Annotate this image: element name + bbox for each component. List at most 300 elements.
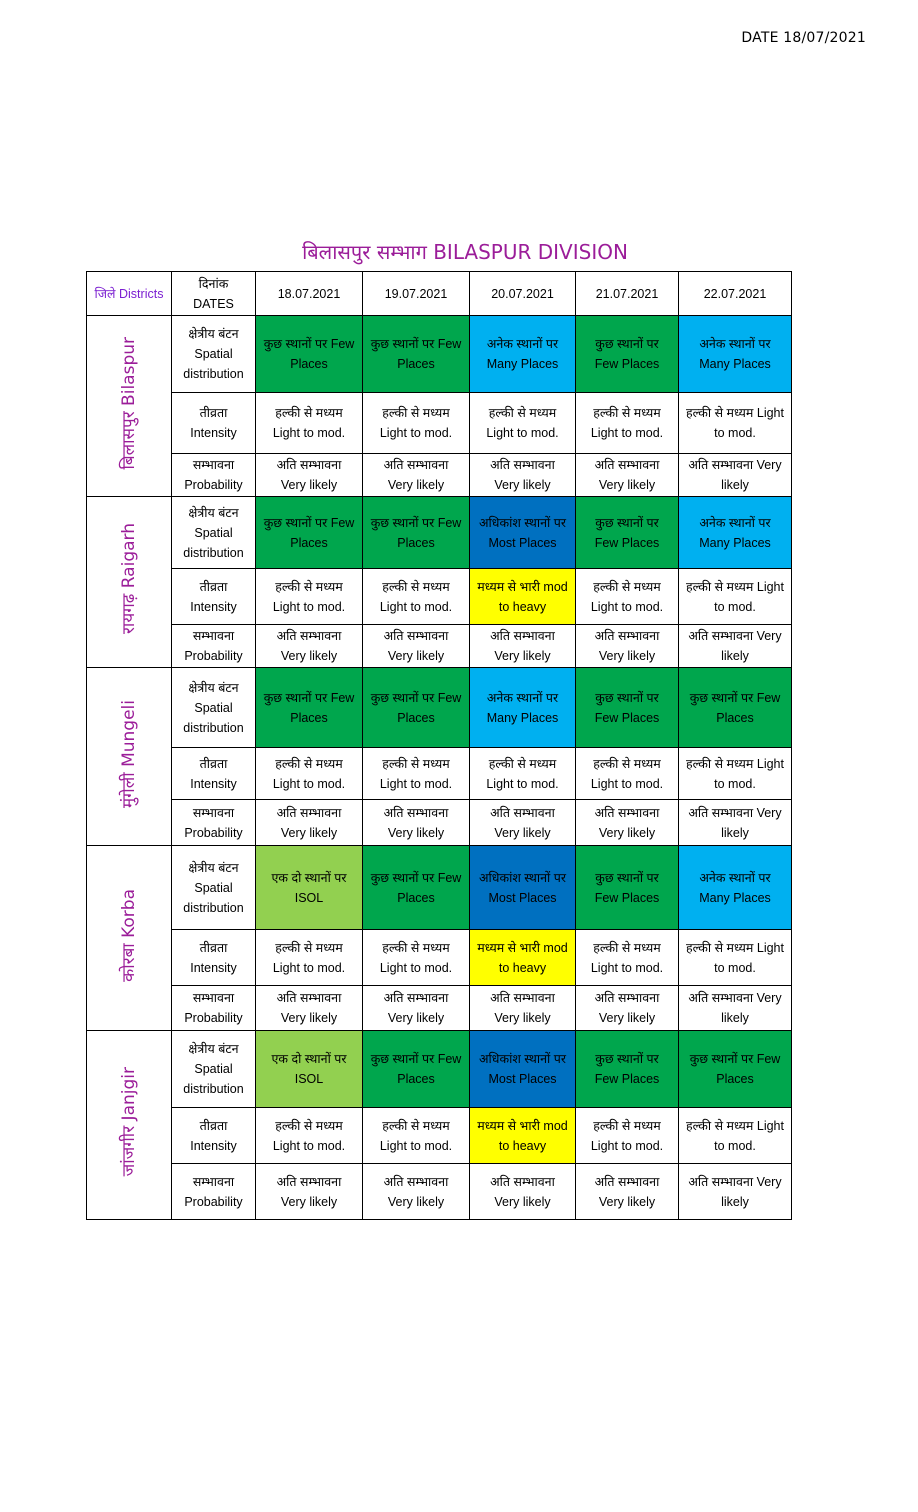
probability-cell	[576, 454, 679, 497]
intensity-cell	[363, 569, 470, 625]
intensity-cell	[363, 393, 470, 454]
intensity-cell	[576, 748, 679, 800]
probability-cell-line: Very likely	[494, 1011, 551, 1025]
probability-label-line: Probability	[184, 825, 243, 840]
probability-label	[172, 986, 256, 1031]
intensity-cell-line: हल्की से मध्यम	[275, 579, 343, 594]
header-row	[87, 272, 792, 316]
spatial-row	[87, 1031, 792, 1108]
probability-label-line: सम्भावना	[192, 458, 235, 472]
spatial-cell-line: अनेक स्थानों पर	[699, 515, 771, 530]
probability-cell	[363, 986, 470, 1031]
intensity-cell-line: हल्की से मध्यम	[382, 940, 450, 955]
intensity-cell-line: हल्की से मध्यम	[593, 1118, 661, 1133]
probability-cell-line: अति सम्भावना	[276, 458, 342, 472]
intensity-cell	[679, 1108, 792, 1164]
spatial-cell	[576, 497, 679, 569]
spatial-cell-line: अनेक स्थानों पर	[486, 690, 559, 705]
spatial-row	[87, 668, 792, 748]
spatial-cell	[576, 316, 679, 393]
district-name-cell	[87, 846, 172, 1031]
intensity-cell	[470, 930, 576, 986]
intensity-row	[87, 930, 792, 986]
spatial-label-line: Spatial	[194, 347, 233, 361]
intensity-label-line: Intensity	[190, 776, 237, 791]
spatial-cell-line: कुछ स्थानों पर	[595, 870, 659, 885]
intensity-label	[172, 748, 256, 800]
spatial-cell-line: ISOL	[294, 890, 324, 905]
district-name: रायगढ़ Raigarh	[119, 523, 139, 635]
intensity-label-line: Intensity	[190, 1138, 237, 1153]
spatial-cell-line: Many Places	[699, 890, 771, 905]
spatial-label	[172, 846, 256, 930]
probability-cell	[363, 800, 470, 846]
spatial-cell	[576, 846, 679, 930]
spatial-cell-line: Most Places	[488, 1072, 557, 1086]
intensity-cell-line: मध्यम से भारी mod	[477, 1118, 568, 1133]
probability-cell	[256, 986, 363, 1031]
spatial-cell-line: Few Places	[594, 357, 660, 371]
spatial-cell	[470, 846, 576, 930]
division-title: बिलासपुर सम्भाग BILASPUR DIVISION	[302, 240, 628, 264]
spatial-label-line: क्षेत्रीय बंटन	[188, 327, 239, 341]
probability-cell-line: अति सम्भावना	[276, 629, 342, 643]
spatial-cell	[576, 1031, 679, 1108]
spatial-cell-line: Places	[397, 710, 435, 725]
intensity-cell	[363, 930, 470, 986]
intensity-cell	[363, 748, 470, 800]
intensity-cell-line: हल्की से मध्यम	[382, 579, 450, 594]
probability-cell	[363, 454, 470, 497]
spatial-label-line: Spatial	[194, 700, 233, 715]
spatial-label-line: distribution	[183, 720, 244, 735]
intensity-cell-line: हल्की से मध्यम Light	[686, 940, 784, 955]
district-name-cell	[87, 497, 172, 668]
intensity-cell-line: हल्की से मध्यम	[275, 756, 343, 771]
probability-cell-line: अति सम्भावना	[594, 1174, 660, 1189]
spatial-row	[87, 497, 792, 569]
probability-cell-line: Very likely	[494, 825, 551, 840]
intensity-cell-line: to mod.	[714, 1138, 756, 1153]
probability-cell-line: Very likely	[494, 478, 551, 492]
intensity-cell-line: Light to mod.	[379, 960, 453, 975]
probability-row	[87, 625, 792, 668]
probability-cell-line: Very likely	[387, 1194, 445, 1209]
spatial-cell	[470, 668, 576, 748]
spatial-cell-line: अधिकांश स्थानों पर	[479, 1052, 566, 1066]
probability-cell-line: Very likely	[598, 649, 656, 663]
probability-row	[87, 800, 792, 846]
probability-cell-line: अति सम्भावना Very	[688, 629, 782, 643]
probability-label	[172, 800, 256, 846]
probability-cell-line: Very likely	[598, 1194, 656, 1209]
probability-cell-line: Very likely	[494, 1194, 551, 1209]
intensity-cell	[470, 393, 576, 454]
probability-row	[87, 1164, 792, 1220]
district-name: कोरबा Korba	[119, 888, 139, 982]
intensity-cell-line: Light to mod.	[590, 599, 664, 614]
probability-cell	[679, 986, 792, 1031]
probability-cell-line: likely	[721, 825, 749, 840]
intensity-cell	[256, 930, 363, 986]
probability-cell-line: अति सम्भावना Very	[688, 805, 782, 820]
spatial-cell-line: Places	[290, 357, 328, 371]
probability-cell	[679, 454, 792, 497]
intensity-cell-line: to mod.	[714, 599, 756, 614]
intensity-cell	[470, 569, 576, 625]
intensity-cell	[470, 748, 576, 800]
probability-cell-line: Very likely	[387, 1011, 445, 1025]
spatial-cell	[363, 316, 470, 393]
spatial-cell-line: अनेक स्थानों पर	[699, 870, 771, 885]
intensity-cell	[679, 930, 792, 986]
probability-cell-line: अति सम्भावना Very	[688, 991, 782, 1005]
intensity-cell-line: हल्की से मध्यम	[593, 579, 661, 594]
intensity-cell-line: to mod.	[714, 776, 756, 791]
probability-cell-line: Very likely	[598, 1011, 656, 1025]
spatial-cell-line: अनेक स्थानों पर	[486, 337, 559, 351]
probability-cell-line: Very likely	[494, 649, 551, 663]
intensity-label-line: तीव्रता	[199, 579, 228, 594]
probability-cell-line: Very likely	[280, 478, 338, 492]
spatial-cell-line: Few Places	[594, 890, 660, 905]
probability-cell-line: Very likely	[598, 825, 656, 840]
intensity-cell-line: हल्की से मध्यम	[593, 940, 661, 955]
spatial-cell-line: कुछ स्थानों पर Few	[370, 337, 462, 351]
spatial-cell	[470, 316, 576, 393]
intensity-label-line: Intensity	[190, 426, 237, 440]
spatial-cell-line: Places	[290, 710, 328, 725]
spatial-cell-line: कुछ स्थानों पर Few	[370, 515, 462, 530]
probability-cell-line: अति सम्भावना	[490, 991, 555, 1005]
spatial-cell-line: Places	[397, 1072, 435, 1086]
spatial-label-line: distribution	[183, 1082, 244, 1096]
spatial-cell	[679, 316, 792, 393]
probability-cell-line: अति सम्भावना	[276, 1174, 342, 1189]
probability-cell-line: अति सम्भावना	[276, 991, 342, 1005]
spatial-label	[172, 1031, 256, 1108]
probability-cell-line: अति सम्भावना	[490, 629, 555, 643]
intensity-cell-line: to mod.	[714, 960, 756, 975]
spatial-cell	[679, 668, 792, 748]
dates-header	[172, 272, 256, 316]
intensity-cell-line: to heavy	[498, 960, 547, 975]
spatial-cell-line: अधिकांश स्थानों पर	[479, 870, 566, 885]
intensity-cell-line: to mod.	[714, 426, 756, 440]
probability-cell-line: Very likely	[598, 478, 656, 492]
intensity-cell-line: हल्की से मध्यम	[382, 406, 450, 420]
date-column-header: 19.07.2021	[363, 272, 470, 316]
probability-cell-line: अति सम्भावना	[383, 1174, 449, 1189]
intensity-cell-line: हल्की से मध्यम	[382, 1118, 450, 1133]
spatial-label-line: क्षेत्रीय बंटन	[188, 505, 239, 520]
probability-row	[87, 986, 792, 1031]
probability-cell-line: Very likely	[280, 1011, 338, 1025]
intensity-cell-line: हल्की से मध्यम Light	[686, 579, 784, 594]
spatial-cell	[363, 497, 470, 569]
spatial-cell	[256, 316, 363, 393]
intensity-cell-line: हल्की से मध्यम	[593, 406, 661, 420]
intensity-cell	[256, 748, 363, 800]
intensity-cell-line: Light to mod.	[590, 1138, 664, 1153]
intensity-cell	[576, 393, 679, 454]
probability-label	[172, 625, 256, 668]
probability-label-line: सम्भावना	[192, 991, 235, 1005]
intensity-cell-line: Light to mod.	[272, 776, 346, 791]
intensity-cell	[576, 1108, 679, 1164]
intensity-cell	[679, 393, 792, 454]
spatial-cell-line: ISOL	[294, 1072, 324, 1086]
probability-cell-line: अति सम्भावना	[383, 458, 449, 472]
district-name-cell	[87, 316, 172, 497]
intensity-row	[87, 748, 792, 800]
probability-cell-line: likely	[721, 1194, 749, 1209]
probability-cell-line: अति सम्भावना	[594, 629, 660, 643]
spatial-label-line: distribution	[183, 367, 244, 381]
spatial-cell-line: एक दो स्थानों पर	[271, 1052, 347, 1066]
intensity-label-line: तीव्रता	[199, 1118, 228, 1133]
probability-cell	[576, 800, 679, 846]
intensity-cell-line: मध्यम से भारी mod	[477, 579, 568, 594]
probability-cell	[470, 625, 576, 668]
intensity-cell	[256, 393, 363, 454]
intensity-cell-line: हल्की से मध्यम	[488, 406, 557, 420]
probability-cell-line: likely	[721, 478, 749, 492]
probability-cell	[470, 986, 576, 1031]
spatial-cell	[256, 497, 363, 569]
probability-cell	[363, 1164, 470, 1220]
intensity-cell-line: Light to mod.	[486, 776, 559, 791]
intensity-cell-line: Light to mod.	[486, 426, 559, 440]
intensity-label-line: तीव्रता	[199, 940, 228, 955]
intensity-cell-line: Light to mod.	[379, 1138, 453, 1153]
spatial-cell-line: कुछ स्थानों पर	[595, 690, 659, 705]
probability-cell	[256, 1164, 363, 1220]
spatial-cell-line: Places	[716, 1072, 754, 1086]
intensity-cell	[256, 569, 363, 625]
spatial-label-line: Spatial	[194, 880, 233, 895]
probability-cell	[679, 625, 792, 668]
spatial-cell-line: Places	[397, 890, 435, 905]
intensity-cell	[363, 1108, 470, 1164]
dates-header-english: DATES	[193, 296, 234, 311]
spatial-cell-line: अधिकांश स्थानों पर	[479, 515, 566, 530]
spatial-cell-line: Most Places	[488, 535, 557, 550]
spatial-cell	[470, 497, 576, 569]
intensity-cell-line: to heavy	[498, 599, 547, 614]
spatial-cell	[363, 846, 470, 930]
intensity-cell-line: Light to mod.	[379, 599, 453, 614]
intensity-row	[87, 393, 792, 454]
spatial-cell	[363, 1031, 470, 1108]
probability-label-line: Probability	[184, 1011, 243, 1025]
report-date: DATE 18/07/2021	[741, 30, 866, 46]
probability-row	[87, 454, 792, 497]
probability-cell	[256, 625, 363, 668]
probability-cell-line: Very likely	[280, 1194, 338, 1209]
probability-cell-line: अति सम्भावना	[490, 805, 555, 820]
intensity-cell-line: मध्यम से भारी mod	[477, 940, 568, 955]
spatial-cell-line: Few Places	[594, 1072, 660, 1086]
intensity-cell	[679, 748, 792, 800]
probability-label-line: सम्भावना	[192, 629, 235, 643]
district-name-cell	[87, 1031, 172, 1220]
spatial-cell-line: अनेक स्थानों पर	[699, 337, 771, 351]
probability-cell	[679, 800, 792, 846]
intensity-cell-line: हल्की से मध्यम Light	[686, 1118, 784, 1133]
spatial-label	[172, 316, 256, 393]
probability-cell-line: अति सम्भावना	[490, 458, 555, 472]
intensity-cell-line: Light to mod.	[590, 426, 664, 440]
spatial-cell-line: कुछ स्थानों पर Few	[370, 870, 462, 885]
intensity-label	[172, 1108, 256, 1164]
intensity-cell-line: Light to mod.	[272, 960, 346, 975]
spatial-cell	[679, 1031, 792, 1108]
spatial-cell	[679, 497, 792, 569]
intensity-cell	[576, 930, 679, 986]
probability-cell-line: likely	[721, 649, 749, 663]
intensity-cell-line: हल्की से मध्यम	[488, 756, 557, 771]
date-column-header: 21.07.2021	[576, 272, 679, 316]
probability-cell	[470, 800, 576, 846]
intensity-cell	[576, 569, 679, 625]
probability-cell-line: अति सम्भावना	[383, 991, 449, 1005]
spatial-cell-line: कुछ स्थानों पर Few	[689, 1052, 781, 1066]
intensity-cell-line: हल्की से मध्यम	[275, 406, 343, 420]
intensity-label	[172, 393, 256, 454]
probability-cell	[470, 1164, 576, 1220]
spatial-label-line: क्षेत्रीय बंटन	[188, 680, 239, 695]
spatial-cell	[363, 668, 470, 748]
probability-label-line: सम्भावना	[192, 805, 235, 820]
probability-cell-line: अति सम्भावना	[594, 458, 660, 472]
spatial-label-line: distribution	[183, 545, 244, 560]
spatial-cell	[679, 846, 792, 930]
probability-cell-line: Very likely	[387, 825, 445, 840]
intensity-cell-line: हल्की से मध्यम Light	[686, 406, 784, 420]
spatial-cell-line: कुछ स्थानों पर Few	[370, 690, 462, 705]
intensity-row	[87, 569, 792, 625]
probability-cell	[256, 800, 363, 846]
spatial-row	[87, 316, 792, 393]
date-column-header: 18.07.2021	[256, 272, 363, 316]
intensity-label-line: Intensity	[190, 960, 237, 975]
district-name: जांजगीर Janjgir	[119, 1067, 139, 1177]
district-name: मुंगेली Mungeli	[119, 699, 139, 808]
spatial-cell-line: कुछ स्थानों पर Few	[263, 515, 355, 530]
intensity-cell-line: हल्की से मध्यम	[593, 756, 661, 771]
spatial-cell-line: कुछ स्थानों पर Few	[370, 1052, 462, 1066]
spatial-cell-line: कुछ स्थानों पर Few	[263, 690, 355, 705]
probability-label-line: Probability	[184, 1194, 243, 1209]
spatial-cell-line: Places	[290, 535, 328, 550]
probability-label-line: सम्भावना	[192, 1174, 235, 1189]
intensity-label	[172, 930, 256, 986]
spatial-cell-line: Many Places	[486, 710, 559, 725]
spatial-cell-line: कुछ स्थानों पर	[595, 515, 659, 530]
spatial-label-line: distribution	[183, 900, 244, 915]
probability-cell	[256, 454, 363, 497]
probability-label-line: Probability	[184, 649, 243, 663]
spatial-row	[87, 846, 792, 930]
probability-cell-line: अति सम्भावना	[383, 629, 449, 643]
probability-label-line: Probability	[184, 478, 243, 492]
forecast-table-body	[87, 272, 792, 1220]
intensity-cell	[679, 569, 792, 625]
intensity-cell	[256, 1108, 363, 1164]
probability-cell-line: अति सम्भावना	[383, 805, 449, 820]
spatial-cell-line: Many Places	[486, 357, 559, 371]
spatial-label	[172, 497, 256, 569]
date-column-header: 22.07.2021	[679, 272, 792, 316]
probability-label	[172, 454, 256, 497]
spatial-cell	[576, 668, 679, 748]
probability-cell-line: अति सम्भावना	[594, 805, 660, 820]
probability-cell	[470, 454, 576, 497]
intensity-cell-line: हल्की से मध्यम	[275, 1118, 343, 1133]
spatial-cell-line: Places	[397, 535, 435, 550]
spatial-cell-line: Few Places	[594, 535, 660, 550]
intensity-cell-line: हल्की से मध्यम	[275, 940, 343, 955]
spatial-cell-line: कुछ स्थानों पर Few	[689, 690, 781, 705]
spatial-cell	[256, 846, 363, 930]
probability-cell-line: Very likely	[387, 478, 445, 492]
spatial-cell-line: Most Places	[488, 890, 557, 905]
district-name: बिलासपुर Bilaspur	[119, 336, 139, 470]
intensity-cell-line: Light to mod.	[590, 960, 664, 975]
spatial-cell-line: Many Places	[699, 535, 771, 550]
spatial-cell-line: कुछ स्थानों पर Few	[263, 337, 355, 351]
intensity-cell-line: Light to mod.	[272, 1138, 346, 1153]
spatial-cell-line: Places	[716, 710, 754, 725]
intensity-cell-line: Light to mod.	[379, 776, 453, 791]
intensity-label-line: तीव्रता	[199, 756, 228, 771]
intensity-label	[172, 569, 256, 625]
spatial-cell	[470, 1031, 576, 1108]
intensity-cell-line: Light to mod.	[590, 776, 664, 791]
intensity-cell-line: Light to mod.	[272, 599, 346, 614]
probability-cell	[363, 625, 470, 668]
intensity-cell-line: Light to mod.	[379, 426, 453, 440]
intensity-cell-line: Light to mod.	[272, 426, 346, 440]
probability-cell	[679, 1164, 792, 1220]
probability-cell-line: Very likely	[280, 649, 338, 663]
probability-cell-line: Very likely	[387, 649, 445, 663]
probability-cell	[576, 1164, 679, 1220]
spatial-label-line: क्षेत्रीय बंटन	[188, 1042, 239, 1056]
spatial-cell-line: Many Places	[699, 357, 771, 371]
spatial-label-line: क्षेत्रीय बंटन	[188, 860, 239, 875]
date-column-header: 20.07.2021	[470, 272, 576, 316]
intensity-cell-line: हल्की से मध्यम Light	[686, 756, 784, 771]
probability-cell	[576, 986, 679, 1031]
probability-cell-line: अति सम्भावना	[490, 1174, 555, 1189]
districts-header: जिले Districts	[87, 272, 172, 316]
spatial-label	[172, 668, 256, 748]
district-name-cell	[87, 668, 172, 846]
probability-cell-line: अति सम्भावना Very	[688, 458, 782, 472]
spatial-label-line: Spatial	[194, 525, 233, 540]
spatial-cell	[256, 1031, 363, 1108]
spatial-cell	[256, 668, 363, 748]
spatial-cell-line: एक दो स्थानों पर	[271, 870, 347, 885]
probability-cell-line: likely	[721, 1011, 749, 1025]
intensity-cell-line: हल्की से मध्यम	[382, 756, 450, 771]
intensity-cell-line: to heavy	[498, 1138, 547, 1153]
spatial-label-line: Spatial	[194, 1062, 233, 1076]
intensity-label-line: तीव्रता	[199, 406, 228, 420]
spatial-cell-line: कुछ स्थानों पर	[595, 1052, 659, 1066]
